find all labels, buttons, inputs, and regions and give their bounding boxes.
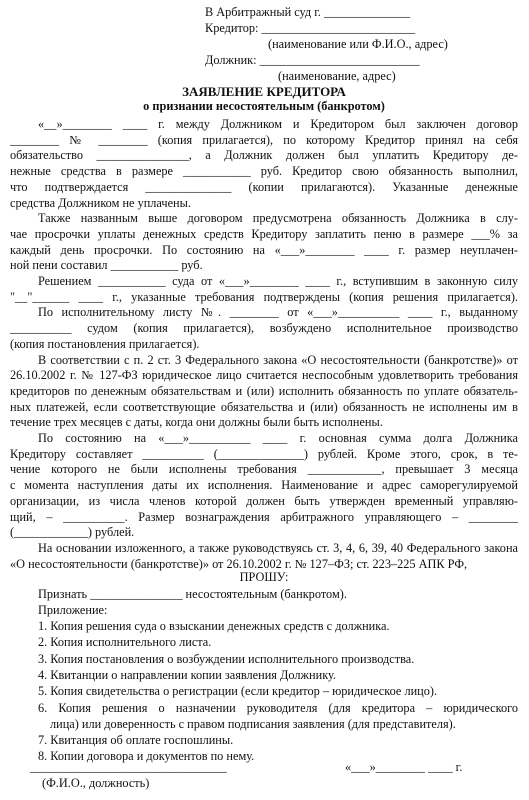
debtor-note: (наименование, адрес): [278, 69, 396, 83]
body-line: Также названным выше договором предусмотрена обязанность Должника в слу-: [38, 211, 518, 226]
body-line: ных платежей, если соответствующие обязательства и (или) обязанность не исполнены им в: [10, 399, 518, 414]
body-line: щий, – __________. Размер вознаграждения арбитражного управляющего – ________: [10, 509, 518, 524]
document-title: ЗАЯВЛЕНИЕ КРЕДИТОРА: [182, 84, 346, 99]
body-line: с момента наступления даты их исполнения. Наименование и адрес саморегулируемой: [10, 478, 518, 493]
body-line: обязательство _______________, а Должник должен был уплатить Кредитору де-: [10, 148, 518, 163]
body-line: (____________) рублей.: [10, 525, 135, 540]
body-line: чае просрочки уплаты денежных средств Кредитору заплатить пеню в размере ___% за: [10, 226, 518, 241]
body-line: Решением ___________ суда от «___»________ ____ г., вступившим в законную силу: [38, 274, 518, 288]
body-line: ________ № ________ (копия прилагается), по которому Кредитор принял на себя: [10, 132, 518, 147]
body-line: каждый день просрочки. По состоянию на «___»________ ____ г. размер неуплачен-: [10, 242, 518, 257]
attachment-item: лица) или доверенность с правом подписания заявления (для представителя).: [50, 716, 456, 731]
body-line: кредиторов по денежным обязательствам и (или) исполнить обязанность по уплате обязатель-: [10, 383, 518, 398]
signature-date: «___»________ ____ г.: [345, 760, 463, 774]
attachment-item: 3. Копия постановления о возбуждении исполнительного производства.: [38, 651, 415, 666]
attachment-item: 5. Копия свидетельства о регистрации (если кредитор – юридическое лицо).: [38, 684, 438, 699]
attachment-item: 1. Копия решения суда о взыскании денежных средств с должника.: [38, 619, 390, 633]
attachment-item: 7. Квитанция об оплате госпошлины.: [38, 733, 234, 748]
debtor-line: Должник: __________________________: [205, 53, 420, 67]
attachment-item: 2. Копия исполнительного листа.: [38, 635, 212, 650]
signature-line: ________________________________: [30, 760, 227, 774]
request-heading: ПРОШУ:: [239, 570, 289, 584]
body-line: средства Должником не уплачены.: [10, 195, 191, 210]
body-line: __________ судом (копия прилагается), возбуждено исполнительное производство: [10, 321, 518, 336]
body-line: "__"______ ____ г., указанные требования подтверждены (копия решения прилагается).: [10, 289, 518, 304]
body-line: течение трех месяцев с даты, когда они должны были быть исполнены.: [10, 415, 383, 430]
body-line: 26.10.2002 г. № 127-ФЗ юридическое лицо считается неспособным удовлетворить требования: [10, 368, 518, 383]
body-line: На основании изложенного, а также руководствуясь ст. 3, 4, 6, 39, 40 Федерального закона: [38, 540, 518, 555]
recognize-line: Признать _______________ несостоятельным (банкротом).: [38, 587, 347, 601]
body-line: ной пени составил ___________ руб.: [10, 258, 203, 273]
body-line: По исполнительному листу №. ________ от «___»__________ ____ г., выданному: [38, 305, 518, 320]
body-line: «__»________ ____ г. между Должником и Кредитором был заключен договор: [38, 117, 518, 131]
attachment-item: 6. Копия решения о назначении руководителя (для кредитора – юридического: [38, 700, 518, 715]
document-subtitle: о признании несостоятельным (банкротом): [143, 99, 385, 113]
attachments-title: Приложение:: [38, 603, 108, 617]
body-line: что подтверждается ______________ (копии прилагаются). Указанные денежные: [10, 179, 518, 194]
attachment-item: 4. Квитанции о направлении копии заявления Должнику.: [38, 667, 336, 682]
body-line: Кредитору составляет __________ (______________) рублей. Кроме этого, срок, в те-: [10, 446, 518, 461]
body-line: По состоянию на «___»__________ ____ г. основная сумма долга Должника: [38, 431, 518, 445]
body-line: В соответствии с п. 2 ст. 3 Федерального закона «О несостоятельности (банкротстве)» от: [38, 352, 518, 367]
body-line: чение которого не были исполнены требования ____________, превышает 3 месяца: [10, 462, 518, 477]
body-line: организации, из числа членов которой должен быть утвержден временный управляю-: [10, 493, 518, 508]
body-line: (копия постановления прилагается).: [10, 336, 200, 351]
creditor-note: (наименование или Ф.И.О., адрес): [268, 37, 448, 51]
body-line: нежные средства в размере ___________ руб. Кредитор свою обязанность выполнил,: [10, 164, 518, 179]
court-line: В Арбитражный суд г. ______________: [205, 5, 411, 19]
attachment-item: 8. Копии договора и документов по нему.: [38, 749, 255, 764]
body-line: «О несостоятельности (банкротстве)» от 26.10.2002 г. № 127–ФЗ; ст. 223–225 АПК РФ,: [10, 556, 468, 571]
creditor-line: Кредитор: _________________________: [205, 21, 416, 35]
signature-note: (Ф.И.О., должность): [42, 776, 150, 790]
